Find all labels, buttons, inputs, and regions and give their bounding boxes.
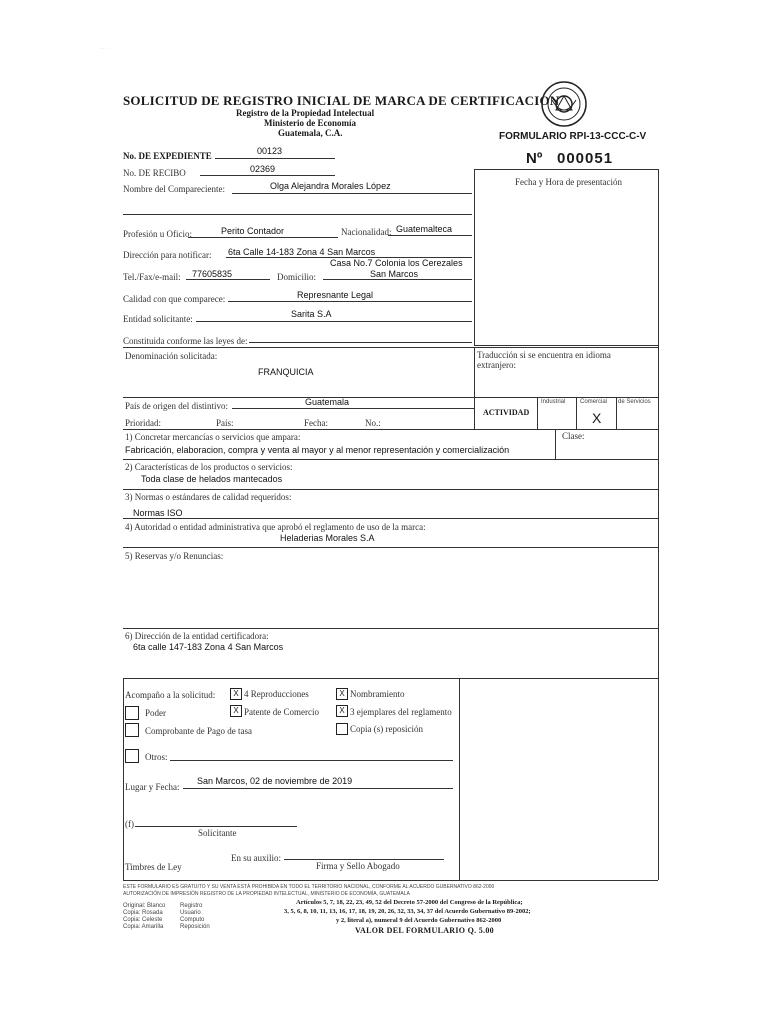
entidad-value[interactable]: Sarita S.A bbox=[291, 309, 332, 319]
direccion-value[interactable]: 6ta Calle 14-183 Zona 4 San Marcos bbox=[228, 247, 376, 257]
section-1-label: 1) Concretar mercancías o servicios que ampara: bbox=[125, 432, 301, 442]
section-3-label: 3) Normas o estándares de calidad requeridos: bbox=[125, 492, 292, 502]
copy-mid-2: Usuario bbox=[180, 910, 201, 916]
copy-mid-3: Computo bbox=[180, 917, 205, 923]
scan-mark: · · · bbox=[100, 46, 108, 52]
nacionalidad-label: Nacionalidad: bbox=[341, 227, 392, 237]
direccion-label: Dirección para notificar: bbox=[123, 250, 212, 260]
no-label: No.: bbox=[365, 418, 381, 428]
section-1-value[interactable]: Fabricación, elaboracion, compra y venta al mayor y al menor representación y comercialización bbox=[125, 445, 510, 455]
header-subtitle-1: Registro de la Propiedad Intelectual bbox=[236, 108, 375, 118]
traduccion-label: Traducción si se encuentra en idioma extranjero: bbox=[477, 350, 611, 370]
pais-origen-value[interactable]: Guatemala bbox=[305, 397, 350, 407]
section-4-label: 4) Autoridad o entidad administrativa que aprobó el reglamento de uso de la marca: bbox=[125, 522, 426, 532]
copias-checkbox[interactable] bbox=[336, 723, 348, 735]
patente-checkbox[interactable]: X bbox=[230, 705, 242, 717]
copias-label: Copia (s) reposición bbox=[350, 724, 423, 734]
expediente-value[interactable]: 00123 bbox=[257, 146, 283, 156]
header-subtitle-3: Guatemala, C.A. bbox=[278, 128, 343, 138]
nombramiento-label: Nombramiento bbox=[350, 689, 405, 699]
profesion-value[interactable]: Perito Contador bbox=[221, 226, 285, 236]
fecha-hora-label: Fecha y Hora de presentación bbox=[515, 177, 622, 187]
form-code: FORMULARIO RPI-13-CCC-C-V bbox=[499, 131, 647, 142]
domicilio-value[interactable]: San Marcos bbox=[370, 269, 419, 279]
legal-line-2: 3, 5, 6, 8, 10, 11, 13, 16, 17, 18, 19, 20, 26, 32, 33, 34, 37 del Acuerdo Gubernativo 89-2002; bbox=[284, 908, 531, 915]
direccion-value-2[interactable]: Casa No.7 Colonia los Cerezales bbox=[330, 258, 463, 268]
actividad-comercial-mark[interactable]: X bbox=[592, 410, 602, 426]
section-5-label: 5) Reservas y/o Renuncias: bbox=[125, 551, 224, 561]
copy-left-4: Copia: Amarilla bbox=[123, 924, 164, 930]
copy-left-3: Copia: Celeste bbox=[123, 917, 163, 923]
servicios-label: de Servicios bbox=[618, 399, 651, 405]
otros-checkbox[interactable] bbox=[125, 749, 139, 763]
recibo-label: No. DE RECIBO bbox=[123, 168, 186, 178]
profesion-label: Profesión u Oficio: bbox=[123, 229, 192, 239]
comprobante-label: Comprobante de Pago de tasa bbox=[145, 726, 252, 736]
form-number-label: Nº bbox=[526, 150, 543, 167]
legal-line-3: y 2, literal a), numeral 9 del Acuerdo Gubernativo 862-2000 bbox=[336, 917, 502, 924]
ejemplares-checkbox[interactable]: X bbox=[336, 705, 348, 717]
otros-label: Otros: bbox=[145, 752, 168, 762]
solicitante-label: Solicitante bbox=[198, 828, 237, 838]
patente-label: Patente de Comercio bbox=[244, 707, 319, 717]
tel-value[interactable]: 77605835 bbox=[192, 269, 233, 279]
nacionalidad-value[interactable]: Guatemalteca bbox=[396, 224, 453, 234]
section-3-value[interactable]: Normas ISO bbox=[133, 508, 183, 518]
copy-left-2: Copia: Rosada bbox=[123, 910, 163, 916]
f-label: (f) bbox=[125, 819, 134, 829]
section-2-label: 2) Características de los productos o servicios: bbox=[125, 462, 293, 472]
constituida-label: Constituida conforme las leyes de: bbox=[123, 336, 248, 346]
recibo-value[interactable]: 02369 bbox=[250, 164, 276, 174]
section-2-value[interactable]: Toda clase de helados mantecados bbox=[141, 474, 283, 484]
reproducciones-checkbox[interactable]: X bbox=[230, 688, 242, 700]
calidad-label: Calidad con que comparece: bbox=[123, 294, 226, 304]
firma-label: Firma y Sello Abogado bbox=[316, 861, 400, 871]
legal-line-1: Artículos 5, 7, 18, 22, 23, 49, 52 del Decreto 57-2000 del Congreso de la República; bbox=[296, 899, 523, 906]
denominacion-label: Denominación solicitada: bbox=[125, 351, 218, 361]
entidad-label: Entidad solicitante: bbox=[123, 314, 193, 324]
denominacion-value[interactable]: FRANQUICIA bbox=[258, 367, 314, 377]
calidad-value[interactable]: Represnante Legal bbox=[297, 290, 374, 300]
poder-checkbox[interactable] bbox=[125, 706, 139, 720]
comercial-label: Comercial bbox=[580, 399, 608, 405]
actividad-label: ACTIVIDAD bbox=[483, 408, 530, 417]
copy-mid-1: Registro bbox=[180, 903, 203, 909]
copy-left-1: Original: Blanco bbox=[123, 903, 166, 909]
industrial-label: Industrial bbox=[541, 399, 566, 405]
seal-icon bbox=[540, 80, 588, 128]
tel-label: Tel./Fax/e-mail: bbox=[123, 272, 181, 282]
lugar-value[interactable]: San Marcos, 02 de noviembre de 2019 bbox=[197, 776, 353, 786]
section-4-value[interactable]: Heladerias Morales S.A bbox=[280, 533, 375, 543]
compareciente-label: Nombre del Compareciente: bbox=[123, 184, 225, 194]
fecha-label: Fecha: bbox=[304, 418, 328, 428]
auxilio-label: En su auxilio: bbox=[231, 853, 281, 863]
lugar-label: Lugar y Fecha: bbox=[125, 782, 180, 792]
reproducciones-label: 4 Reproducciones bbox=[244, 689, 309, 699]
section-6-value[interactable]: 6ta calle 147-183 Zona 4 San Marcos bbox=[133, 642, 284, 652]
fine-print-1: ESTE FORMULARIO ES GRATUITO Y SU VENTA ESTÁ PROHIBIDA EN TODO EL TERRITORIO NACIONAL, CONFORME AL ACUERDO GUBERNATIVO 862-2000 bbox=[123, 884, 495, 890]
clase-label: Clase: bbox=[562, 431, 585, 441]
acompano-label: Acompaño a la solicitud: bbox=[125, 690, 216, 700]
prioridad-label: Prioridad: bbox=[125, 418, 161, 428]
presentation-box bbox=[474, 169, 659, 346]
compareciente-value[interactable]: Olga Alejandra Morales López bbox=[270, 181, 391, 191]
pais-origen-label: País de origen del distintivo: bbox=[125, 401, 228, 411]
form-title: SOLICITUD DE REGISTRO INICIAL DE MARCA DE CERTIFICACION bbox=[123, 93, 560, 108]
form-number: 000051 bbox=[557, 150, 614, 167]
nombramiento-checkbox[interactable]: X bbox=[336, 688, 348, 700]
valor-formulario: VALOR DEL FORMULARIO Q. 5.00 bbox=[355, 926, 494, 935]
section-6-label: 6) Dirección de la entidad certificadora: bbox=[125, 631, 269, 641]
fine-print-2: AUTORIZACIÓN DE IMPRESIÓN REGISTRO DE LA PROPIEDAD INTELECTUAL, MINISTERIO DE ECONOMÍA, GUATEMALA bbox=[123, 891, 410, 897]
header-subtitle-2: Ministerio de Economía bbox=[264, 118, 356, 128]
timbres-label: Timbres de Ley bbox=[125, 862, 182, 872]
domicilio-label: Domicilio: bbox=[277, 272, 316, 282]
comprobante-checkbox[interactable] bbox=[125, 723, 139, 737]
ejemplares-label: 3 ejemplares del reglamento bbox=[350, 707, 452, 717]
poder-label: Poder bbox=[145, 708, 166, 718]
pais-label: País: bbox=[216, 418, 234, 428]
expediente-label: No. DE EXPEDIENTE bbox=[123, 151, 212, 161]
copy-mid-4: Reposición bbox=[180, 924, 210, 930]
